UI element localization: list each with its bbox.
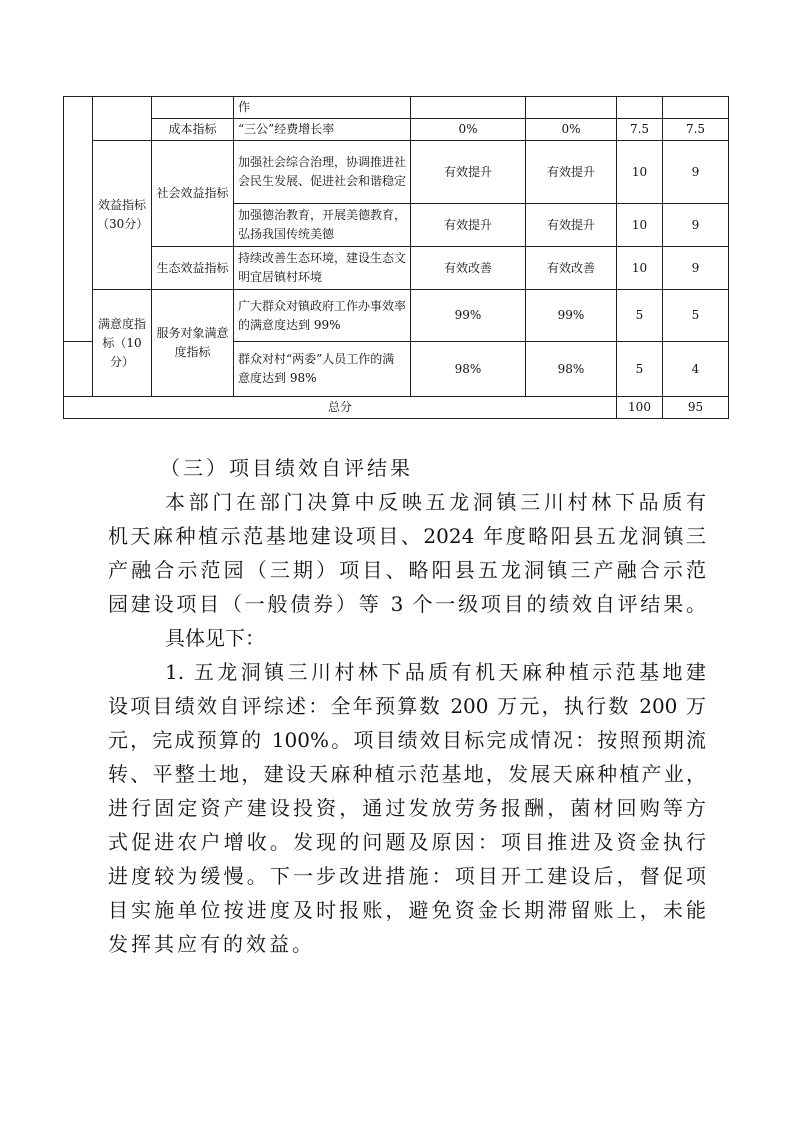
score-cell: 9 <box>663 247 729 290</box>
group-cell: 效益指标（30分） <box>93 141 152 290</box>
table-cell <box>64 97 93 342</box>
indicator-cell: 群众对村“两委”人员工作的满意度达到 98% <box>234 342 411 397</box>
target-cell: 有效提升 <box>411 141 526 204</box>
target-cell: 99% <box>411 290 526 342</box>
paragraph-line: 具体见下： <box>165 626 265 650</box>
total-label: 总分 <box>64 397 617 419</box>
paragraph-line: 设项目绩效自评综述：全年预算数 200 万元，执行数 200 万 <box>108 694 706 718</box>
category-cell: 生态效益指标 <box>152 247 234 290</box>
table-row <box>64 119 729 141</box>
table-cell <box>663 97 729 119</box>
weight-cell: 10 <box>617 141 663 204</box>
paragraph-line: 进行固定资产建设投资，通过发放劳务报酬，菌材回购等方 <box>108 796 706 820</box>
table-cell <box>64 342 93 397</box>
actual-cell: 有效改善 <box>526 247 617 290</box>
paragraph-line: 1. 五龙洞镇三川村林下品质有机天麻种植示范基地建 <box>165 660 706 684</box>
section-heading: （三）项目绩效自评结果 <box>160 456 413 480</box>
indicator-cell: “三公”经费增长率 <box>234 119 411 141</box>
actual-cell: 有效提升 <box>526 141 617 204</box>
actual-cell: 99% <box>526 290 617 342</box>
table-row <box>64 97 729 119</box>
score-cell: 9 <box>663 204 729 247</box>
table-cell <box>526 97 617 119</box>
weight-cell: 5 <box>617 342 663 397</box>
target-cell: 0% <box>411 119 526 141</box>
actual-cell: 0% <box>526 119 617 141</box>
paragraph-line: 式促进农户增收。发现的问题及原因：项目推进及资金执行 <box>108 830 706 854</box>
score-cell: 9 <box>663 141 729 204</box>
category-cell: 服务对象满意度指标 <box>152 290 234 397</box>
paragraph-line: 产融合示范园（三期）项目、略阳县五龙洞镇三产融合示范 <box>108 558 706 582</box>
target-cell: 有效改善 <box>411 247 526 290</box>
weight-cell: 10 <box>617 204 663 247</box>
weight-cell: 10 <box>617 247 663 290</box>
paragraph-line: 机天麻种植示范基地建设项目、2024 年度略阳县五龙洞镇三 <box>108 524 706 548</box>
paragraph-line: 转、平整土地，建设天麻种植示范基地，发展天麻种植产业， <box>108 762 706 786</box>
table-cell <box>93 97 152 141</box>
paragraph-line: 园建设项目（一般债券）等 3 个一级项目的绩效自评结果。 <box>108 592 706 616</box>
total-row <box>64 397 729 419</box>
total-score: 95 <box>663 397 729 419</box>
score-cell: 7.5 <box>663 119 729 141</box>
table-cell <box>152 97 234 119</box>
paragraph-line: 进度较为缓慢。下一步改进措施：项目开工建设后，督促项 <box>108 864 706 888</box>
weight-cell: 7.5 <box>617 119 663 141</box>
score-cell: 4 <box>663 342 729 397</box>
paragraph-line: 发挥其应有的效益。 <box>108 932 315 956</box>
paragraph-line: 目实施单位按进度及时报账，避免资金长期滞留账上，未能 <box>108 898 706 922</box>
weight-cell: 5 <box>617 290 663 342</box>
table-row <box>64 290 729 342</box>
paragraph-line: 本部门在部门决算中反映五龙洞镇三川村林下品质有 <box>165 490 706 514</box>
table-row <box>64 247 729 290</box>
table-row <box>64 141 729 204</box>
total-weight: 100 <box>617 397 663 419</box>
target-cell: 98% <box>411 342 526 397</box>
indicator-cell: 持续改善生态环境，建设生态文明宜居镇村环境 <box>234 247 411 290</box>
category-cell: 社会效益指标 <box>152 141 234 247</box>
actual-cell: 有效提升 <box>526 204 617 247</box>
performance-table <box>63 96 729 419</box>
indicator-cell: 加强德治教育，开展美德教育，弘扬我国传统美德 <box>234 204 411 247</box>
target-cell: 有效提升 <box>411 204 526 247</box>
paragraph-line: 元，完成预算的 100%。项目绩效目标完成情况：按照预期流 <box>108 728 706 752</box>
indicator-cell: 加强社会综合治理，协调推进社会民生发展、促进社会和谐稳定 <box>234 141 411 204</box>
indicator-cell: 作 <box>234 97 411 119</box>
indicator-cell: 广大群众对镇政府工作办事效率的满意度达到 99% <box>234 290 411 342</box>
table-cell <box>617 97 663 119</box>
group-cell: 满意度指标（10分） <box>93 290 152 397</box>
score-cell: 5 <box>663 290 729 342</box>
actual-cell: 98% <box>526 342 617 397</box>
table-cell <box>411 97 526 119</box>
category-cell: 成本指标 <box>152 119 234 141</box>
